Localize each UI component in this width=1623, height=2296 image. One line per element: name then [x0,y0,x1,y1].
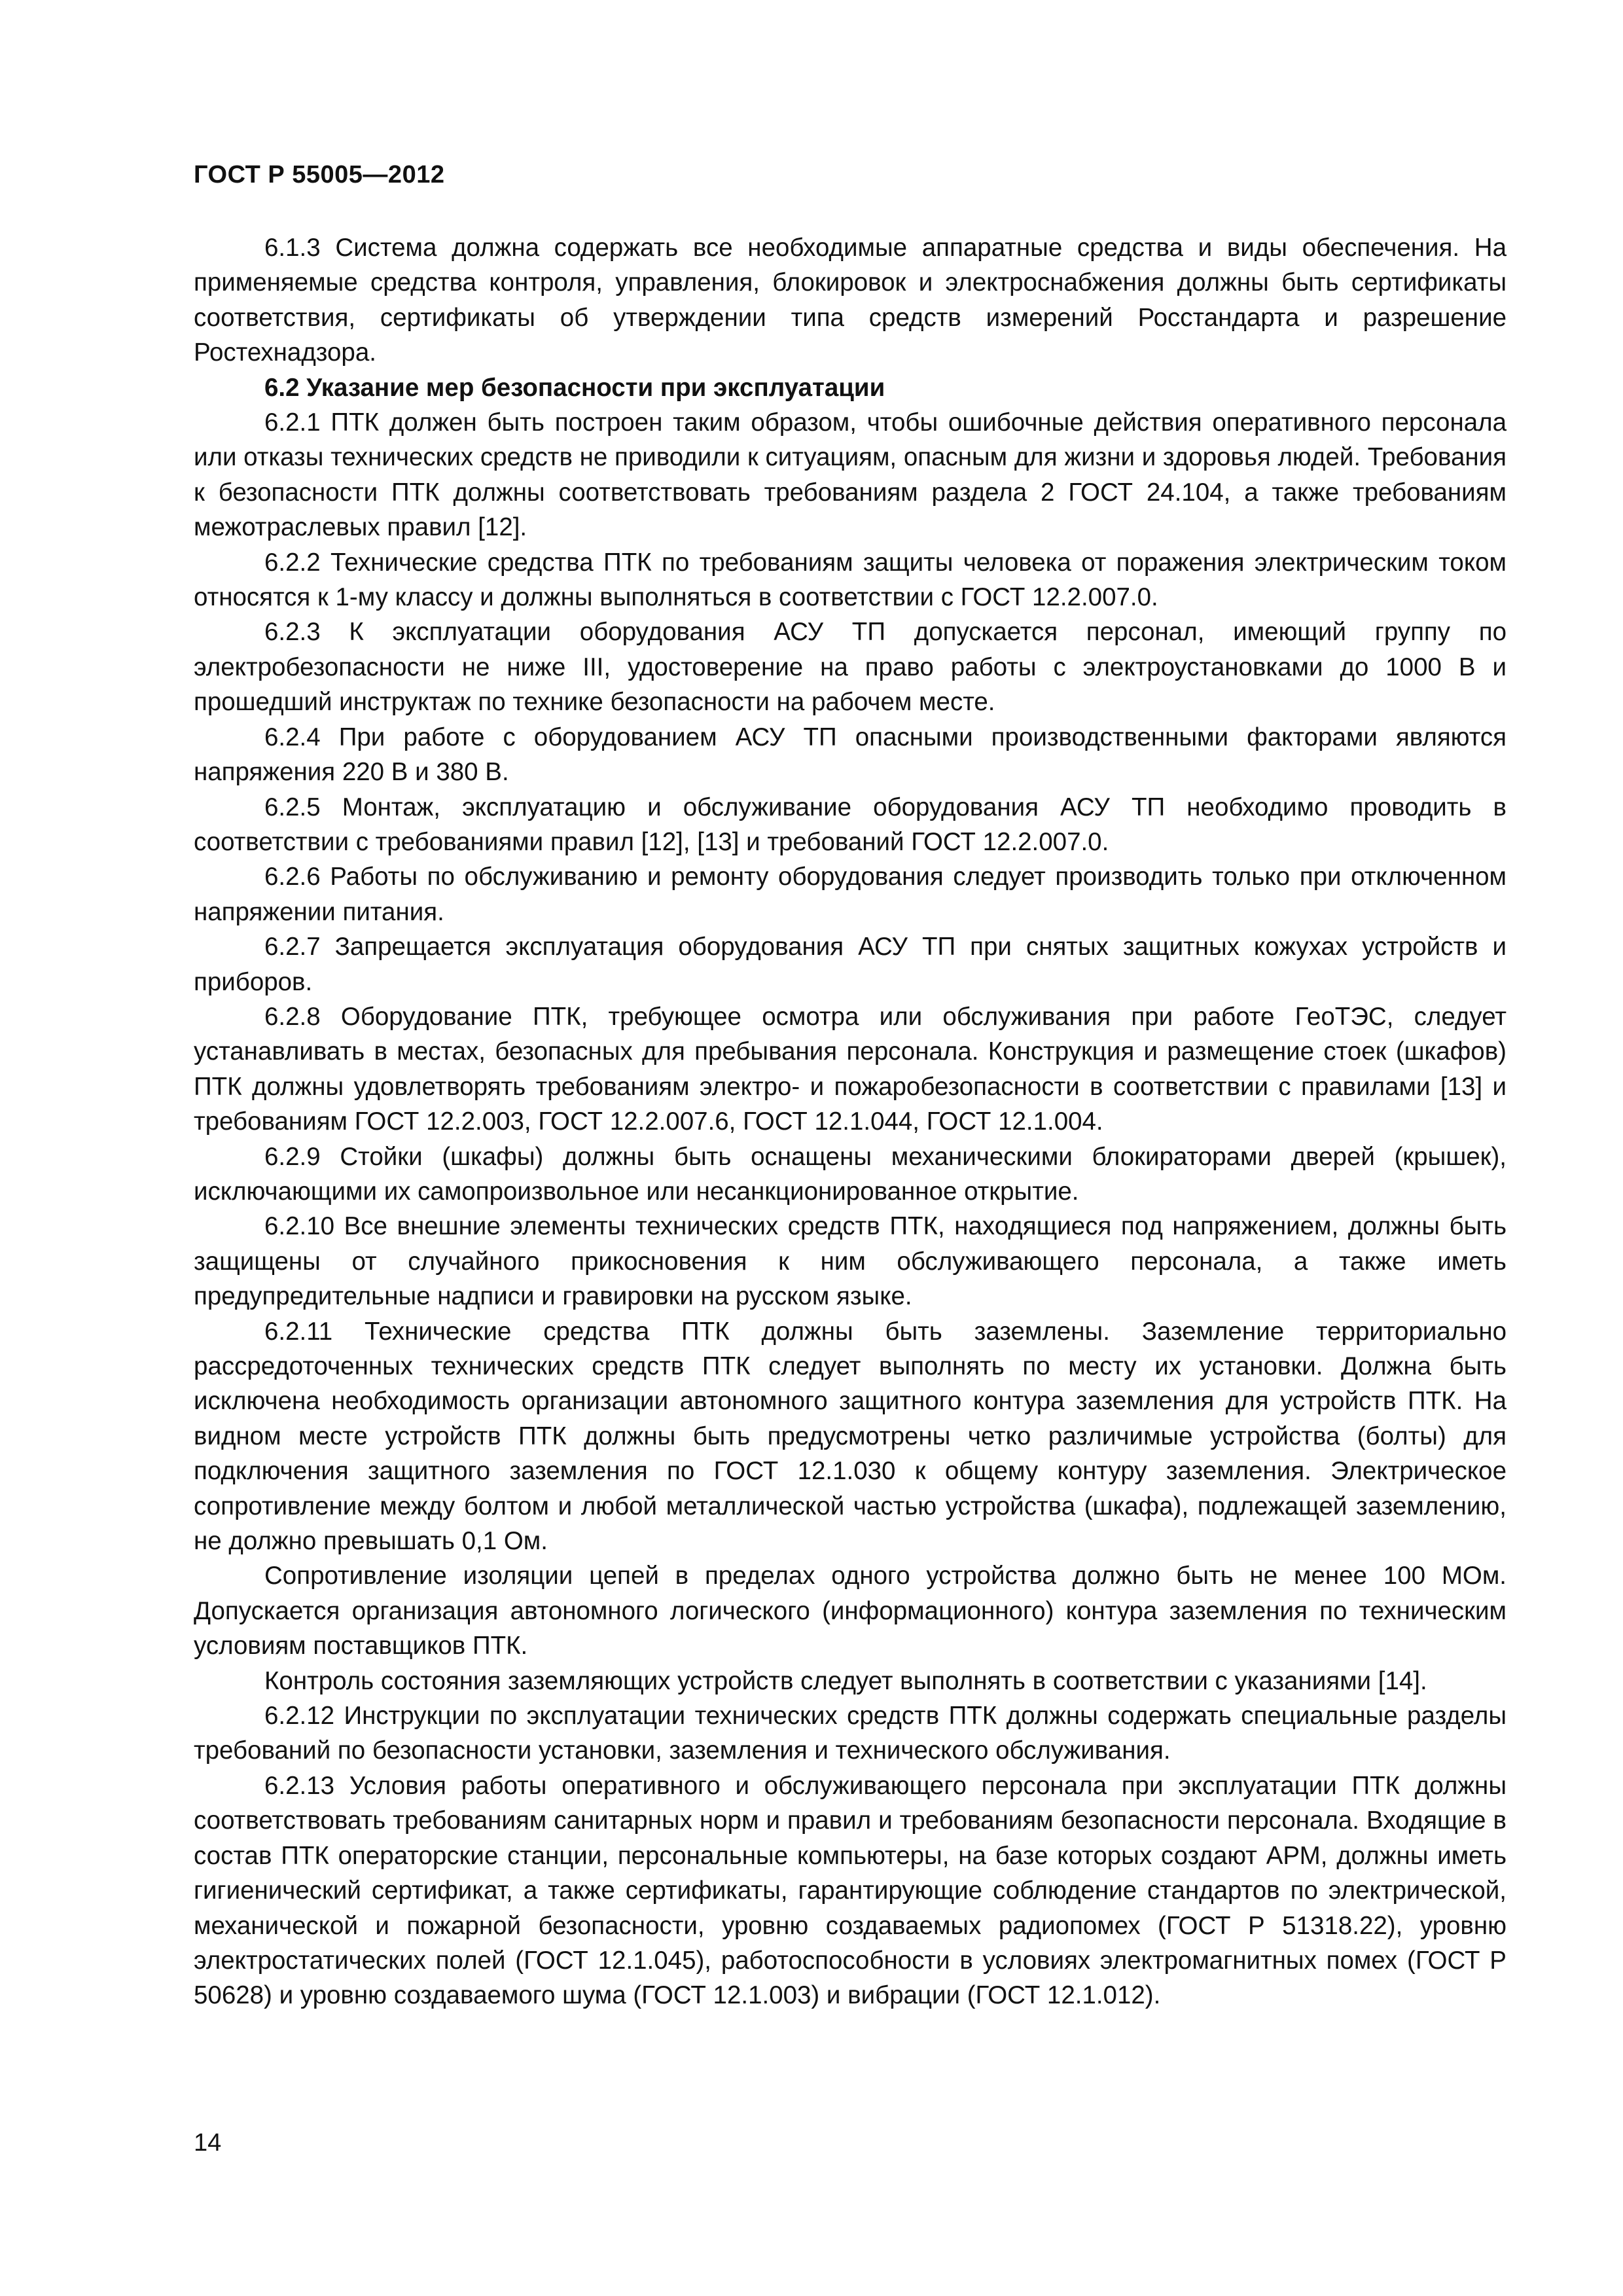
paragraph-6-2-9: 6.2.9 Стойки (шкафы) должны быть оснащены механическими блокираторами дверей (крышек), исключающими их самопроизвольное или несанкционированное открытие. [194,1142,1507,1206]
paragraph-6-2-11-control: Контроль состояния заземляющих устройств следует выполнять в соответствии с указаниями [14]. [264,1666,1427,1695]
paragraph-6-2-7: 6.2.7 Запрещается эксплуатация оборудования АСУ ТП при снятых защитных кожухах устройств и приборов. [194,933,1507,996]
paragraph-6-2-6: 6.2.6 Работы по обслуживанию и ремонту оборудования следует производить только при отключенном напряжении питания. [194,863,1507,926]
paragraph-6-2-12: 6.2.12 Инструкции по эксплуатации технических средств ПТК должны содержать специальные разделы требований по безопасности установки, заземления и технического обслуживания. [194,1702,1507,1765]
page-number: 14 [194,2129,222,2157]
paragraph-6-1-3: 6.1.3 Система должна содержать все необходимые аппаратные средства и виды обеспечения. На применяемые средства контроля, управления, блокировок и электроснабжения должны быть сертификаты соответствия, сертификаты об утверждении типа средств измерений Росстандарта и разрешение Ростехнадзора. [194,234,1507,367]
section-heading-6-2: 6.2 Указание мер безопасности при эксплуатации [264,373,885,402]
paragraph-6-2-8: 6.2.8 Оборудование ПТК, требующее осмотра или обслуживания при работе ГеоТЭС, следует устанавливать в местах, безопасных для пребывания персонала. Конструкция и размещение стоек (шкафов) ПТК должны удовлетворять требованиям электро- и пожаробезопасности в соответствии с правилами [13] и требованиям ГОСТ 12.2.003, ГОСТ 12.2.007.6, ГОСТ 12.1.044, ГОСТ 12.1.004. [194,1002,1507,1136]
paragraph-6-2-13: 6.2.13 Условия работы оперативного и обслуживающего персонала при эксплуатации ПТК должны соответствовать требованиям санитарных норм и правил и требованиям безопасности персонала. Входящие в состав ПТК операторские станции, персональные компьютеры, на базе которых создают АРМ, должны иметь гигиенический сертификат, а также сертификаты, гарантирующие соблюдение стандартов по электрической, механической и пожарной безопасности, уровню создаваемых радиопомех (ГОСТ Р 51318.22), уровню электростатических полей (ГОСТ 12.1.045), работоспособности в условиях электромагнитных помех (ГОСТ Р 50628) и уровню создаваемого шума (ГОСТ 12.1.003) и вибрации (ГОСТ 12.1.012). [194,1771,1507,2010]
document-header: ГОСТ Р 55005—2012 [194,161,445,188]
paragraph-6-2-4: 6.2.4 При работе с оборудованием АСУ ТП опасными производственными факторами являются напряжения 220 В и 380 В. [194,723,1507,787]
paragraph-6-2-3: 6.2.3 К эксплуатации оборудования АСУ ТП допускается персонал, имеющий группу по электробезопасности не ниже III, удостоверение на право работы с электроустановками до 1000 В и прошедший инструктаж по технике безопасности на рабочем месте. [194,618,1507,717]
paragraph-6-2-11-insulation: Сопротивление изоляции цепей в пределах одного устройства должно быть не менее 100 МОм. Допускается организация автономного логического (информационного) контура заземления по техническим условиям поставщиков ПТК. [194,1562,1507,1660]
paragraph-6-2-1: 6.2.1 ПТК должен быть построен таким образом, чтобы ошибочные действия оперативного персонала или отказы технических средств не приводили к ситуациям, опасным для жизни и здоровья людей. Требования к безопасности ПТК должны соответствовать требованиям раздела 2 ГОСТ 24.104, а также требованиям межотраслевых правил [12]. [194,408,1507,542]
paragraph-6-2-10: 6.2.10 Все внешние элементы технических средств ПТК, находящиеся под напряжением, должны быть защищены от случайного прикосновения к ним обслуживающего персонала, а также иметь предупредительные надписи и гравировки на русском языке. [194,1212,1507,1311]
paragraph-6-2-5: 6.2.5 Монтаж, эксплуатацию и обслуживание оборудования АСУ ТП необходимо проводить в соответствии с требованиями правил [12], [13] и требований ГОСТ 12.2.007.0. [194,793,1507,856]
document-body [194,230,1507,2013]
paragraph-6-2-11: 6.2.11 Технические средства ПТК должны быть заземлены. Заземление территориально рассредоточенных технических средств ПТК следует выполнять по месту их установки. Должна быть исключена необходимость организации автономного защитного контура заземления для устройств ПТК. На видном месте устройств ПТК должны быть предусмотрены четко различимые устройства (болты) для подключения защитного заземления по ГОСТ 12.1.030 к общему контуру заземления. Электрическое сопротивление между болтом и любой металлической частью устройства (шкафа), подлежащей заземлению, не должно превышать 0,1 Ом. [194,1317,1507,1556]
paragraph-6-2-2: 6.2.2 Технические средства ПТК по требованиям защиты человека от поражения электрическим током относятся к 1-му классу и должны выполняться в соответствии с ГОСТ 12.2.007.0. [194,548,1507,612]
